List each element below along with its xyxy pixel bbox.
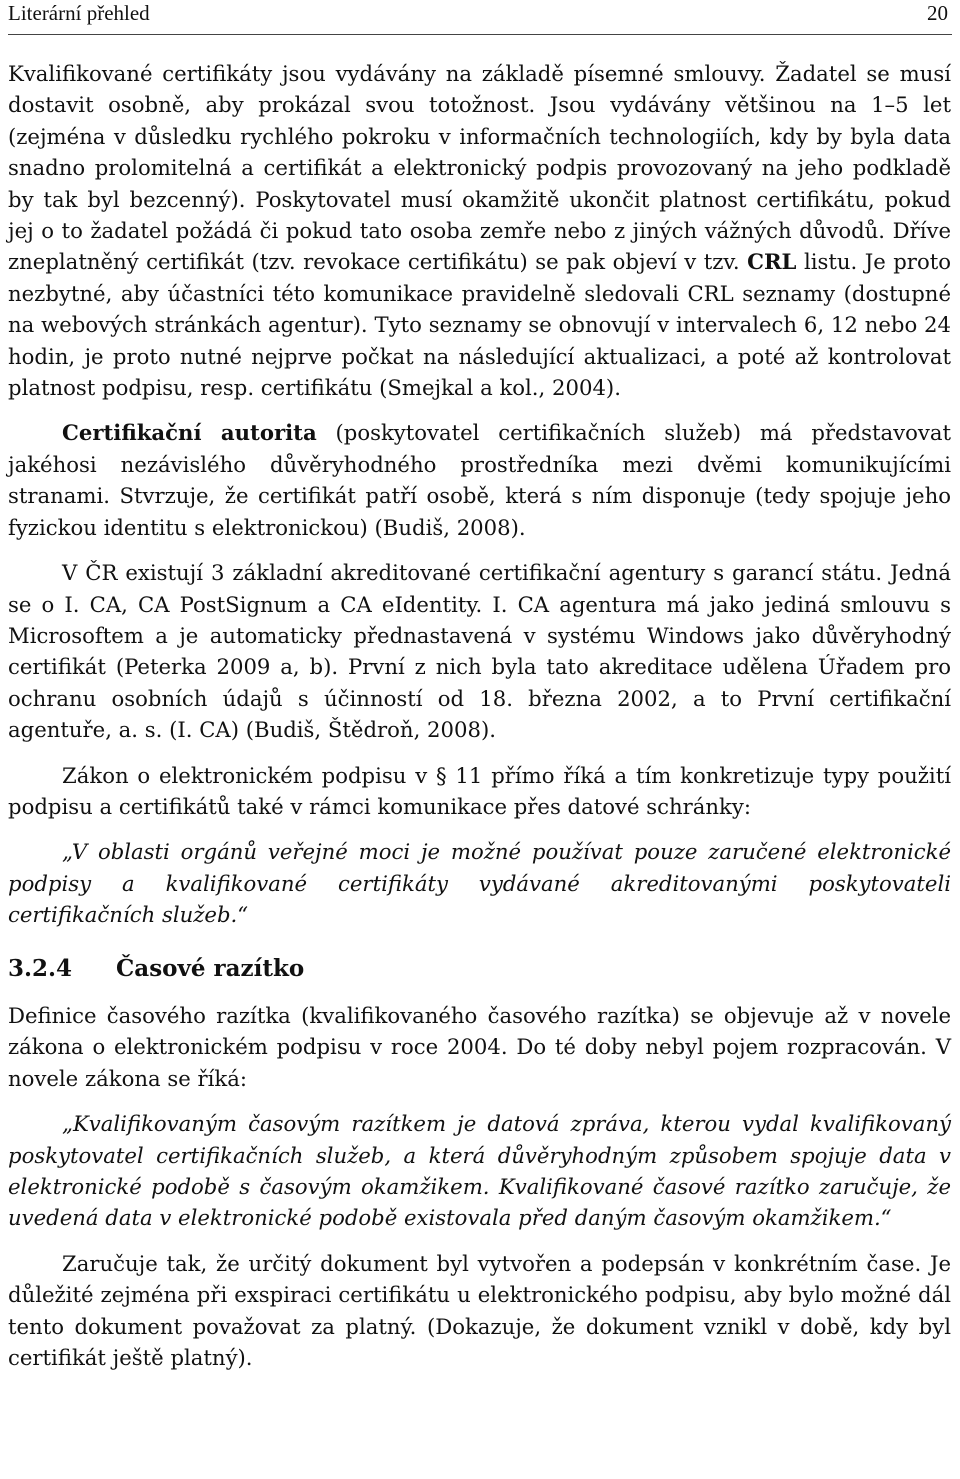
paragraph-certification-authority xyxy=(8,417,951,543)
paragraph-text: Kvalifikované certifikáty jsou vydávány na základě písemné smlouvy. Žadatel se musí dostavit osobně, aby prokázal svou totožnost. Jsou vydávány většinou na 1–5 let (zejména v důsledku rychlého pokroku v informačních technologiích, kdy by byla data snadno prolomitelná a certifikát a elektronický podpis provozovaný na jeho podkladě by tak byl bezcenný). Poskytovatel musí okamžitě ukončit platnost certifikátu, pokud jej o to žadatel požádá či pokud tato osoba zemře nebo z jiných vážných důvodů. Dříve zneplatněný certifikát (tzv. revokace certifikátu) se pak objeví v tzv. xyxy=(8,61,951,275)
certification-authority-term: Certifikační autorita xyxy=(62,420,317,446)
section-number: 3.2.4 xyxy=(8,954,73,982)
paragraph-timestamp-purpose: Zaručuje tak, že určitý dokument byl vytvořen a podepsán v konkrétním čase. Je důležité zejména při exspiraci certifikátu u elektronického podpisu, aby bylo možné dál tento dokument považovat za platný. (Dokazuje, že dokument vznikl v době, kdy byl certifikát ještě platný). xyxy=(8,1250,951,1371)
paragraph-text: (poskytovatel certifikačních služeb) má představovat jakéhosi nezávislého důvěryhodného prostředníka mezi dvěmi komunikujícími stranami. Stvrzuje, že certifikát patří osobě, která s ním disponuje (tedy spojuje jeho fyzickou identitu s elektronickou) (Budiš, 2008). xyxy=(8,420,951,540)
paragraph-text: listu. Je proto nezbytné, aby účastníci této komunikace pravidelně sledovali CRL seznamy (dostupné na webových stránkách agentur). Tyto seznamy se obnovují v intervalech 6, 12 nebo 24 hodin, je proto nutné nejprve počkat na následující aktualizaci, a poté až kontrolovat platnost podpisu, resp. certifikátu (Smejkal a kol., 2004). xyxy=(8,249,951,401)
paragraph-qualified-certificates xyxy=(8,58,951,403)
page-header xyxy=(8,0,952,35)
law-quote-2: „Kvalifikovaným časovým razítkem je datová zpráva, kterou vydal kvalifikovaný poskytovatel certifikačních služeb, a která důvěryhodným způsobem spojuje data v elektronické podobě s časovým okamžikem. Kvalifikované časové razítko zaručuje, že uvedená data v elektronické podobě existovala před daným časovým okamžikem.“ xyxy=(8,1111,951,1231)
paragraph-czech-agencies: V ČR existují 3 základní akreditované certifikační agentury s garancí státu. Jedná se o I. CA, CA PostSignum a CA eIdentity. I. CA agentura má jako jediná smlouvu s Microsoftem a je automaticky přednastavená v systému Windows jako důvěryhodný certifikát (Peterka 2009 a, b). První z nich byla tato akreditace udělena Úřadem pro ochranu osobních údajů s účinností od 18. března 2002, a to První certifikační agentuře, a. s. (I. CA) (Budiš, Štědroň, 2008). xyxy=(8,560,951,743)
page-body xyxy=(8,58,951,1387)
section-title: Časové razítko xyxy=(116,954,305,982)
paragraph-timestamp-definition: Definice časového razítka (kvalifikovaného časového razítka) se objevuje až v novele zákona o elektronickém podpisu v roce 2004. Do té doby nebyl pojem rozpracován. V novele zákona se říká: xyxy=(8,1002,951,1091)
running-title: Literární přehled xyxy=(8,1,150,25)
crl-term: CRL xyxy=(747,249,797,275)
page-number: 20 xyxy=(927,1,948,25)
paragraph-law-section: Zákon o elektronickém podpisu v § 11 přímo říká a tím konkretizuje typy použití podpisu a certifikátů také v rámci komunikace přes datové schránky: xyxy=(8,762,951,819)
law-quote-1: „V oblasti orgánů veřejné moci je možné používat pouze zaručené elektronické podpisy a kvalifikované certifikáty vydávané akreditovanými poskytovateli certifikačních služeb.“ xyxy=(8,839,951,928)
section-heading xyxy=(8,953,951,984)
